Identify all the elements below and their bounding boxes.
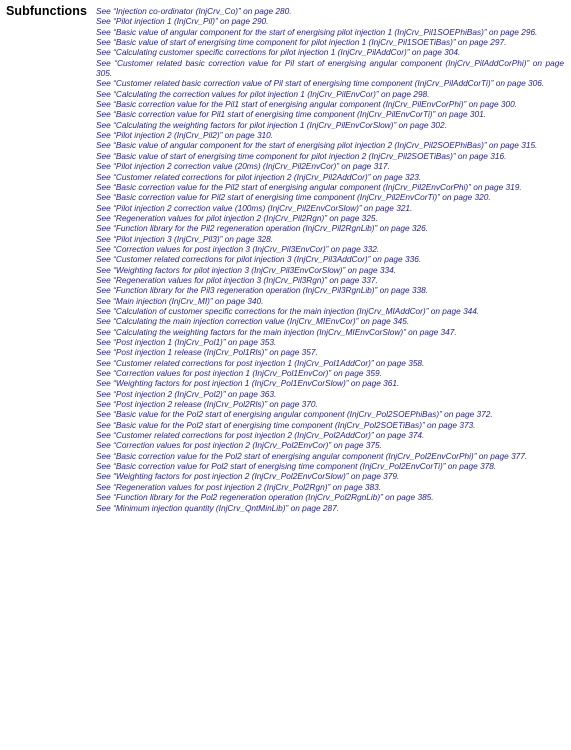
cross-reference-link[interactable]: See “Calculation of customer specific corrections for the main injection (InjCrv_MIAddCor)” on page 344. [96, 305, 480, 316]
cross-reference-link[interactable]: See “Customer related basic correction value of Pil start of energising time component (InjCrv_PilAddCorTi)” on page 306. [96, 78, 545, 89]
cross-reference-link[interactable]: See “Customer related basic correction value for Pil start of energising angular component (InjCrv_PilAddCorPhi)” on page 305. [96, 57, 564, 79]
cross-reference-link[interactable]: See “Minimum injection quantity (InjCrv_QntMinLib)” on page 287. [96, 502, 340, 513]
cross-reference-link[interactable]: See “Pilot injection 1 (InjCrv_Pil)” on page 290. [96, 16, 269, 27]
cross-reference-link[interactable]: See “Basic correction value for Pil2 start of energising time component (InjCrv_Pil2EnvCorTi)” on page 320. [96, 192, 491, 203]
cross-reference-link[interactable]: See “Basic correction value for Pil1 start of energising time component (InjCrv_PilEnvCorTi)” on page 301. [96, 109, 487, 120]
cross-reference-link[interactable]: See “Pilot injection 2 correction value (100ms) (InjCrv_Pil2EnvCorSlow)” on page 321. [96, 202, 413, 213]
cross-reference-link[interactable]: See “Basic value of angular component for the start of energising pilot injection 2 (InjCrv_Pil2SOEPhiBas)” on page 315. [96, 140, 538, 151]
cross-reference-link[interactable]: See “Function library for the Pil2 regeneration operation (InjCrv_Pil2RgnLib)” on page 326. [96, 223, 429, 234]
cross-reference-link[interactable]: See “Function library for the Pil3 regeneration operation (InjCrv_Pil3RgnLib)” on page 338. [96, 285, 429, 296]
cross-reference-link[interactable]: See “Basic value of angular component for the start of energising pilot injection 1 (InjCrv_Pil1SOEPhiBas)” on page 296. [96, 26, 538, 37]
cross-reference-link[interactable]: See “Post injection 1 release (InjCrv_Pol1Rls)” on page 357. [96, 347, 318, 358]
cross-reference-link[interactable]: See “Basic value for the Pol2 start of energising angular component (InjCrv_Pol2SOEPhiBas)” on page 372. [96, 409, 493, 420]
cross-reference-link[interactable]: See “Customer related corrections for post injection 1 (InjCrv_Pol1AddCor)” on page 358. [96, 357, 425, 368]
cross-reference-link[interactable]: See “Correction values for post injection 2 (InjCrv_Pol2EnvCor)” on page 375. [96, 440, 382, 451]
cross-reference-link[interactable]: See “Pilot injection 2 (InjCrv_Pil2)” on page 310. [96, 130, 274, 141]
cross-reference-link[interactable]: See “Customer related corrections for pilot injection 2 (InjCrv_Pil2AddCor)” on page 323. [96, 171, 422, 182]
cross-reference-link[interactable]: See “Basic correction value for the Pil2 start of energising angular component (InjCrv_Pil2EnvCorPhi)” on page 319. [96, 181, 522, 192]
cross-reference-link[interactable]: See “Calculating the correction values for pilot injection 1 (InjCrv_PilEnvCor)” on page 298. [96, 88, 430, 99]
cross-reference-link[interactable]: See “Basic value of start of energising time component for pilot injection 2 (InjCrv_Pil2SOETiBas)” on page 316. [96, 150, 507, 161]
cross-reference-link[interactable]: See “Weighting factors for post injection 2 (InjCrv_Pol2EnvCorSlow)” on page 379. [96, 471, 400, 482]
cross-reference-link[interactable]: See “Correction values for post injection 3 (InjCrv_Pil3EnvCor)” on page 332. [96, 243, 380, 254]
cross-reference-link[interactable]: See “Calculating the weighting factors for pilot injection 1 (InjCrv_PilEnvCorSlow)” on page 302. [96, 119, 447, 130]
cross-reference-link[interactable]: See “Basic correction value for the Pol2 start of energising angular component (InjCrv_Pol2EnvCorPhi)” on page 377. [96, 450, 528, 461]
cross-reference-link[interactable]: See “Calculating customer specific corrections for pilot injection 1 (InjCrv_PilAddCor)” on page 304. [96, 47, 461, 58]
cross-reference-link[interactable]: See “Injection co-ordinator (InjCrv_Co)” on page 280. [96, 6, 292, 16]
cross-reference-link[interactable]: See “Post injection 2 (InjCrv_Pol2)” on page 363. [96, 388, 277, 399]
cross-reference-link[interactable]: See “Weighting factors for pilot injection 3 (InjCrv_Pil3EnvCorSlow)” on page 334. [96, 264, 397, 275]
cross-reference-link[interactable]: See “Post injection 1 (InjCrv_Pol1)” on page 353. [96, 337, 277, 347]
cross-reference-link[interactable]: See “Basic value for the Pol2 start of energising time component (InjCrv_Pol2SOETiBas)” on page 373. [96, 419, 476, 430]
cross-reference-link[interactable]: See “Calculating the weighting factors for the main injection (InjCrv_MIEnvCorSlow)” on page 347. [96, 326, 457, 337]
cross-reference-link[interactable]: See “Regeneration values for pilot injection 3 (InjCrv_Pil3Rgn)” on page 337. [96, 274, 378, 285]
cross-reference-link[interactable]: See “Regeneration values for pilot injection 2 (InjCrv_Pil2Rgn)” on page 325. [96, 212, 378, 223]
cross-reference-link[interactable]: See “Basic value of start of energising time component for pilot injection 1 (InjCrv_Pil1SOETiBas)” on page 297. [96, 37, 507, 48]
cross-reference-link[interactable]: See “Pilot injection 2 correction value (20ms) (InjCrv_Pil2EnvCor)” on page 317. [96, 161, 390, 172]
cross-reference-link[interactable]: See “Post injection 2 release (InjCrv_Pol2Rls)” on page 370. [96, 399, 318, 410]
cross-reference-link[interactable]: See “Basic correction value for the Pil1 start of energising angular component (InjCrv_PilEnvCorPhi)” on page 300. [96, 99, 518, 110]
section-heading: Subfunctions [6, 4, 88, 18]
cross-reference-link[interactable]: See “Correction values for post injection 1 (InjCrv_Pol1EnvCor)” on page 359. [96, 368, 382, 379]
cross-reference-link[interactable]: See “Function library for the Pol2 regeneration operation (InjCrv_Pol2RgnLib)” on page 385. [96, 492, 434, 503]
cross-reference-link[interactable]: See “Basic correction value for Pol2 start of energising time component (InjCrv_Pol2EnvCorTi)” on page 378. [96, 461, 497, 472]
cross-reference-link[interactable]: See “Main injection (InjCrv_MI)” on page 340. [96, 295, 264, 306]
cross-reference-link[interactable]: See “Calculating the main injection correction value (InjCrv_MIEnvCor)” on page 345. [96, 316, 410, 327]
cross-reference-link[interactable]: See “Pilot injection 3 (InjCrv_Pil3)” on page 328. [96, 233, 274, 244]
cross-reference-link[interactable]: See “Customer related corrections for post injection 2 (InjCrv_Pol2AddCor)” on page 374. [96, 430, 425, 441]
cross-reference-list [96, 6, 564, 513]
cross-reference-link[interactable]: See “Regeneration values for post injection 2 (InjCrv_Pol2Rgn)” on page 383. [96, 481, 382, 492]
cross-reference-link[interactable]: See “Weighting factors for post injection 1 (InjCrv_Pol1EnvCorSlow)” on page 361. [96, 378, 400, 389]
cross-reference-link[interactable]: See “Customer related corrections for pilot injection 3 (InjCrv_Pil3AddCor)” on page 336. [96, 254, 422, 265]
